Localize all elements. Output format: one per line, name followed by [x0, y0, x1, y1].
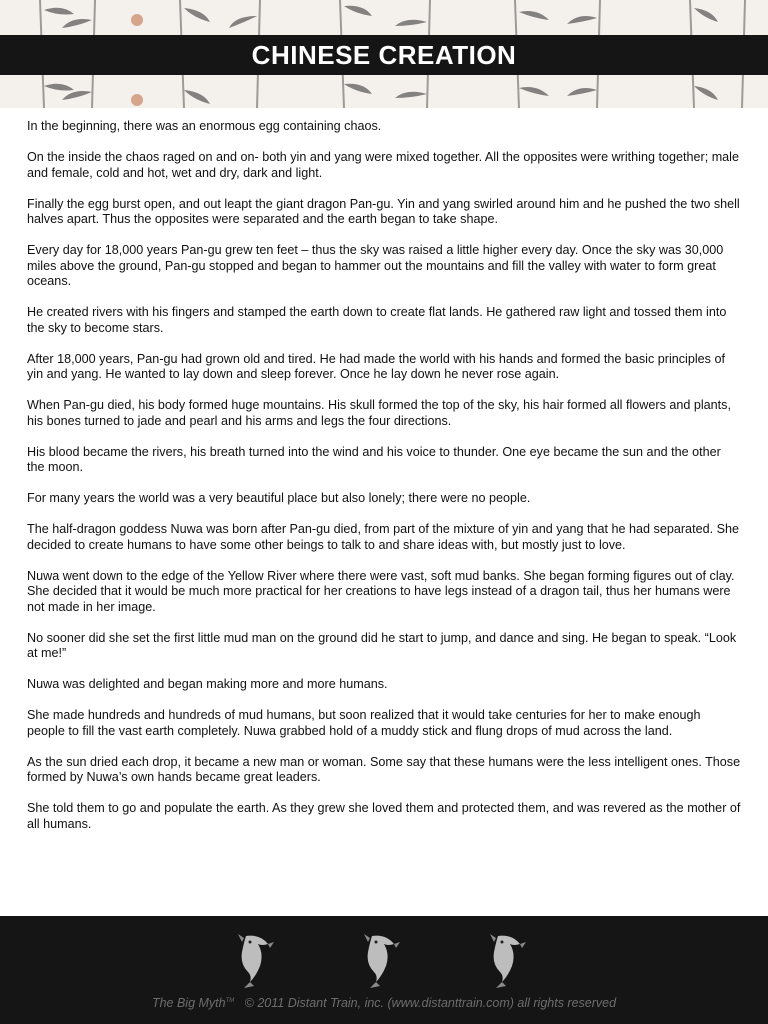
- title-bar: [0, 35, 768, 75]
- paragraph: His blood became the rivers, his breath turned into the wind and his voice to thunder. One eye became the sun and the other the moon.: [27, 444, 721, 474]
- paragraph: For many years the world was a very beautiful place but also lonely; there were no people.: [27, 491, 531, 505]
- story-body: [27, 119, 741, 848]
- paragraph: The half-dragon goddess Nuwa was born after Pan-gu died, from part of the mixture of yin and yang that he had separated. She decided to create humans to have some other beings to talk to and share ideas with, but mostly just to love.: [27, 522, 739, 552]
- paragraph: When Pan-gu died, his body formed huge mountains. His skull formed the top of the sky, his hair formed all flowers and plants, his bones turned to jade and pearl and his arms and legs the four directions.: [27, 398, 731, 428]
- footer-copyright: [0, 996, 768, 1010]
- koi-fish-icon: [488, 932, 528, 988]
- paragraph: As the sun dried each drop, it became a new man or woman. Some say that these humans were the less intelligent ones. Those formed by Nuwa’s own hands became great leaders.: [27, 754, 741, 784]
- paragraph: Every day for 18,000 years Pan-gu grew ten feet – thus the sky was raised a little higher every day. Once the sky was 30,000 miles above the ground, Pan-gu stopped and began to hammer out the mountains and fill the valley with water to form great oceans.: [27, 243, 724, 288]
- paragraph: In the beginning, there was an enormous egg containing chaos.: [27, 119, 382, 133]
- footer: [0, 916, 768, 1024]
- paragraph: After 18,000 years, Pan-gu had grown old and tired. He had made the world with his hands and formed the basic principles of yin and yang. He wanted to lay down and sleep forever. Once he lay down he never rose again.: [27, 351, 725, 381]
- footer-brand: The Big Myth: [151, 996, 226, 1010]
- paragraph: She told them to go and populate the earth. As they grew she loved them and protected them, and was revered as the mother of all humans.: [27, 801, 741, 831]
- koi-fish-icon: [362, 932, 402, 988]
- koi-fish-icon: [236, 932, 276, 988]
- paragraph: She made hundreds and hundreds of mud humans, but soon realized that it would take centuries for her to make enough people to fill the vast earth completely. Nuwa grabbed hold of a muddy stick and flung drops of mud across the land.: [27, 708, 701, 738]
- paragraph: Nuwa went down to the edge of the Yellow River where there were vast, soft mud banks. She began forming figures out of clay. She decided that it would be much more practical for her creations to have legs instead of a dragon tail, thus her humans were not made in her image.: [27, 568, 735, 614]
- fish-icon-row: [0, 932, 768, 988]
- trademark-mark: TM: [225, 997, 235, 1004]
- page-title: CHINESE CREATION: [251, 39, 517, 70]
- paragraph: Finally the egg burst open, and out leapt the giant dragon Pan-gu. Yin and yang swirled around him and he pushed the two shell halves apart. Thus the opposites were separated and the earth began to take shape.: [27, 196, 740, 226]
- paragraph: On the inside the chaos raged on and on- both yin and yang were mixed together. All the opposites were writhing together; male and female, cold and hot, wet and dry, dark and light.: [27, 150, 739, 180]
- copyright-text: © 2011 Distant Train, inc. (www.distanttrain.com) all rights reserved: [244, 996, 617, 1010]
- paragraph: Nuwa was delighted and began making more and more humans.: [27, 677, 388, 691]
- paragraph: He created rivers with his fingers and stamped the earth down to create flat lands. He gathered raw light and tossed them into the sky to become stars.: [27, 305, 727, 335]
- paragraph: No sooner did she set the first little mud man on the ground did he start to jump, and dance and sing. He began to speak. “Look at me!”: [27, 630, 737, 660]
